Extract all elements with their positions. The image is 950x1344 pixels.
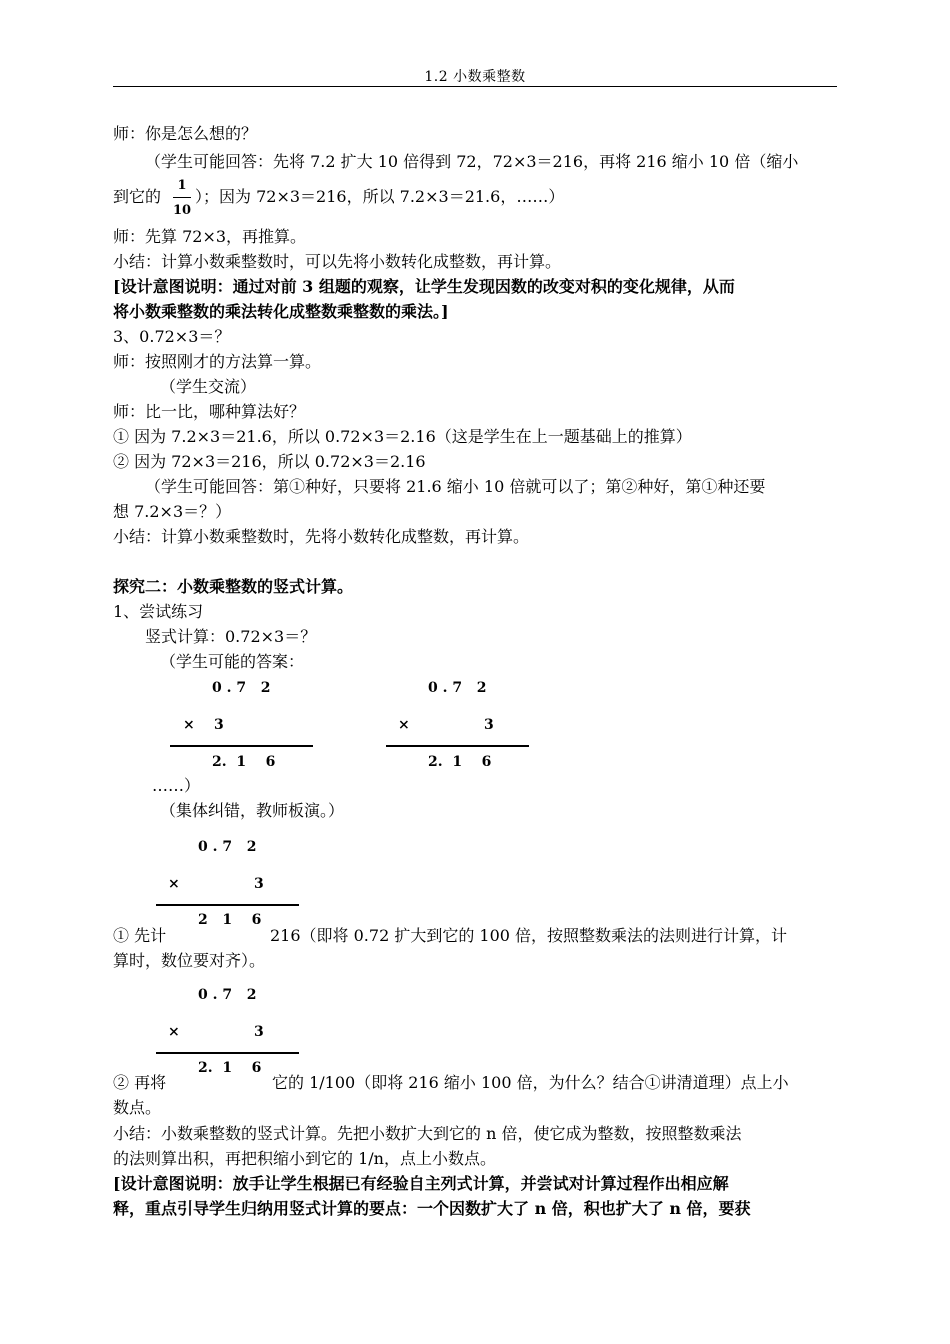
multiplier: 3 xyxy=(254,876,264,892)
product: 2. 1 6 xyxy=(428,754,492,770)
text-line: （学生交流） xyxy=(160,377,257,396)
multiplicand: 0 . 7 2 xyxy=(428,680,487,696)
text-line: 216（即将 0.72 扩大到它的 100 倍，按照整数乘法的法则进行计算，计 xyxy=(270,926,788,945)
multiplier: 3 xyxy=(254,1024,264,1040)
fraction-denominator: 10 xyxy=(172,203,192,218)
text-line: ）；因为 72×3＝216，所以 7.2×3＝21.6，……） xyxy=(195,187,565,206)
text-line: ② 因为 72×3＝216，所以 0.72×3＝2.16 xyxy=(113,452,426,471)
section-heading: 探究二：小数乘整数的竖式计算。 xyxy=(113,577,354,596)
product: 2. 1 6 xyxy=(212,754,276,770)
text-line: 到它的 xyxy=(113,187,162,206)
text-line: （集体纠错，教师板演。） xyxy=(160,801,345,820)
text-line: 竖式计算：0.72×3＝？ xyxy=(145,627,317,646)
design-note-line: [设计意图说明：通过对前 3 组题的观察，让学生发现因数的改变对积的变化规律，从而 xyxy=(113,277,735,296)
text-line: ① 先计 xyxy=(113,926,167,945)
text-line: 想 7.2×3＝？） xyxy=(113,502,232,521)
text-line: 师：先算 72×3，再推算。 xyxy=(113,227,307,246)
fraction-numerator: 1 xyxy=(177,178,187,193)
text-line: 数点。 xyxy=(113,1098,162,1117)
text-line: ……） xyxy=(152,776,201,795)
multiply-sign: × xyxy=(183,717,195,733)
multiplier: 3 xyxy=(214,717,224,733)
text-line: 小结：计算小数乘整数时，先将小数转化成整数，再计算。 xyxy=(113,527,530,546)
text-line: 小结：计算小数乘整数时，可以先将小数转化成整数，再计算。 xyxy=(113,252,562,271)
text-line: （学生可能回答：第①种好，只要将 21.6 缩小 10 倍就可以了；第②种好，第①种还要 xyxy=(145,477,766,496)
text-line: 的法则算出积，再把积缩小到它的 1/n，点上小数点。 xyxy=(113,1149,496,1168)
calc-rule xyxy=(156,904,299,906)
text-line: （学生可能回答：先将 7.2 扩大 10 倍得到 72，72×3＝216，再将 216 缩小 10 倍（缩小 xyxy=(145,152,799,171)
multiplicand: 0 . 7 2 xyxy=(212,680,271,696)
text-line: 师：比一比，哪种算法好？ xyxy=(113,402,306,421)
product: 2. 1 6 xyxy=(198,1060,262,1076)
multiplicand: 0 . 7 2 xyxy=(198,987,257,1003)
calc-rule xyxy=(156,1052,299,1054)
design-note-line: [设计意图说明：放手让学生根据已有经验自主列式计算，并尝试对计算过程作出相应解 xyxy=(113,1174,729,1193)
multiply-sign: × xyxy=(398,717,410,733)
multiplier: 3 xyxy=(484,717,494,733)
fraction-bar xyxy=(173,197,191,198)
design-note-line: 将小数乘整数的乘法转化成整数乘整数的乘法。] xyxy=(113,302,449,321)
text-line: 算时，数位要对齐）。 xyxy=(113,951,266,970)
header-rule xyxy=(113,86,837,87)
text-line: 小结：小数乘整数的竖式计算。先把小数扩大到它的 n 倍，使它成为整数，按照整数乘法 xyxy=(113,1124,742,1143)
text-line: ② 再将 xyxy=(113,1073,167,1092)
text-line: 师：按照刚才的方法算一算。 xyxy=(113,352,322,371)
design-note-line: 释，重点引导学生归纳用竖式计算的要点：一个因数扩大了 n 倍，积也扩大了 n 倍，要获 xyxy=(113,1199,751,1218)
multiplicand: 0 . 7 2 xyxy=(198,839,257,855)
multiply-sign: × xyxy=(168,876,180,892)
text-line: 师：你是怎么想的？ xyxy=(113,124,258,143)
text-line: 3、0.72×3＝？ xyxy=(113,327,231,346)
header-title: 1.2 小数乘整数 xyxy=(424,69,526,85)
multiply-sign: × xyxy=(168,1024,180,1040)
text-line: ① 因为 7.2×3＝21.6，所以 0.72×3＝2.16（这是学生在上一题基础上的推算） xyxy=(113,427,692,446)
calc-rule xyxy=(170,745,313,747)
product: 2 1 6 xyxy=(198,912,262,928)
text-line: 它的 1/100（即将 216 缩小 100 倍，为什么？结合①讲清道理）点上小 xyxy=(272,1073,789,1092)
calc-rule xyxy=(386,745,529,747)
text-line: 1、尝试练习 xyxy=(113,602,204,621)
text-line: （学生可能的答案： xyxy=(160,652,305,671)
